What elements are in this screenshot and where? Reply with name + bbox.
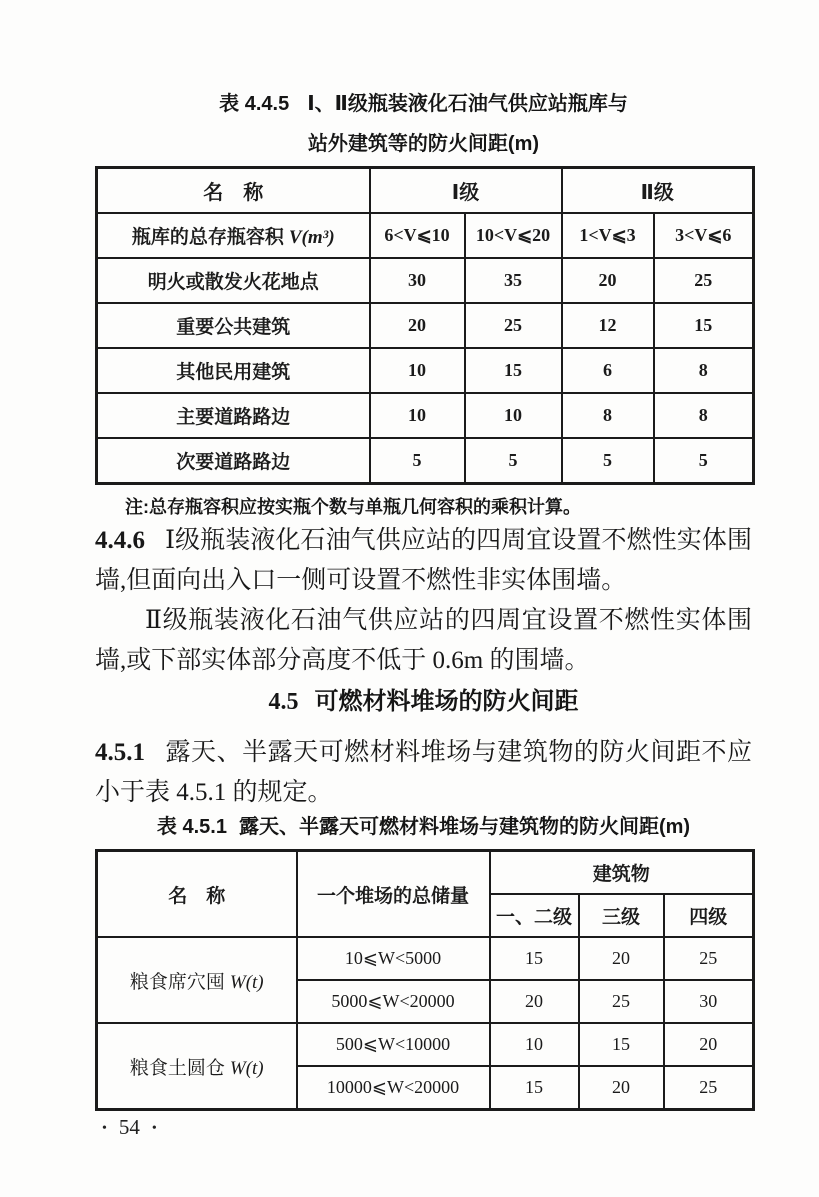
t445-range-0: 6<V⩽10	[370, 213, 465, 258]
t445-capacity-text: 瓶库的总存瓶容积	[131, 227, 284, 248]
t451-header-name: 名 称	[97, 851, 297, 938]
t445-row-2-val-3: 8	[654, 348, 754, 393]
t451-g0-row-1-val-1: 25	[579, 980, 664, 1023]
table-451-caption	[95, 813, 752, 841]
section-45-title: 可燃材料堆场的防火间距	[314, 688, 579, 715]
table-row	[97, 851, 754, 895]
t445-row-2-name: 其他民用建筑	[97, 348, 370, 393]
t445-row-2-val-1: 15	[465, 348, 562, 393]
table-451-caption-label: 表 4.5.1	[156, 816, 227, 838]
t451-g1-row-1-val-0: 15	[490, 1066, 579, 1110]
t445-row-4-val-0: 5	[370, 438, 465, 484]
table-451-caption-text: 露天、半露天可燃材料堆场与建筑物的防火间距(m)	[238, 816, 691, 838]
t445-row-4-val-3: 5	[654, 438, 754, 484]
clause-446-number: 4.4.6	[95, 527, 145, 554]
t445-capacity-var: V(m³)	[288, 227, 335, 248]
t445-row-4-val-1: 5	[465, 438, 562, 484]
t445-row-0-val-3: 25	[654, 258, 754, 303]
table-row	[97, 438, 754, 484]
t451-g1-row-0-range: 500⩽W<10000	[297, 1023, 490, 1066]
t445-row-1-name: 重要公共建筑	[97, 303, 370, 348]
page-number	[102, 1115, 157, 1140]
table-445-caption-label: 表 4.4.5	[219, 93, 290, 115]
table-445-caption-text: Ⅰ、Ⅱ级瓶装液化石油气供应站瓶库与	[307, 93, 628, 115]
t445-row-3-val-3: 8	[654, 393, 754, 438]
t451-g1-row-1-val-1: 20	[579, 1066, 664, 1110]
clause-446-paragraph-2: Ⅱ级瓶装液化石油气供应站的四周宜设置不燃性实体围墙,或下部实体部分高度不低于 0.6m 的围墙。	[95, 607, 752, 674]
t445-row-1-val-2: 12	[562, 303, 654, 348]
table-445	[95, 166, 755, 485]
t451-g0-row-1-val-0: 20	[490, 980, 579, 1023]
table-row	[97, 213, 754, 258]
clause-451-text: 露天、半露天可燃材料堆场与建筑物的防火间距不应小于表 4.5.1 的规定。	[95, 739, 752, 806]
section-45-number: 4.5	[268, 689, 299, 715]
t451-g1-row-0-val-2: 20	[664, 1023, 754, 1066]
t451-header-grade-0: 一、二级	[490, 894, 579, 937]
t445-row-0-val-1: 35	[465, 258, 562, 303]
t451-g0-row-1-range: 5000⩽W<20000	[297, 980, 490, 1023]
table-row	[97, 258, 754, 303]
t445-range-1: 10<V⩽20	[465, 213, 562, 258]
t445-row-2-val-0: 10	[370, 348, 465, 393]
page-number-value: 54	[118, 1115, 140, 1139]
t451-g1-row-0-val-0: 10	[490, 1023, 579, 1066]
table-445-note: 注:总存瓶容积应按实瓶个数与单瓶几何容积的乘积计算。	[125, 497, 581, 517]
t445-range-2: 1<V⩽3	[562, 213, 654, 258]
t445-row-0-name: 明火或散发火花地点	[97, 258, 370, 303]
t451-g0-row-0-val-1: 20	[579, 937, 664, 980]
t451-g0-row-0-range: 10⩽W<5000	[297, 937, 490, 980]
t445-row-3-val-2: 8	[562, 393, 654, 438]
t451-g0-row-1-val-2: 30	[664, 980, 754, 1023]
t445-row-1-val-1: 25	[465, 303, 562, 348]
clause-451-paragraph	[95, 733, 752, 813]
t445-row-1-val-3: 15	[654, 303, 754, 348]
page-number-left-dot: •	[102, 1121, 107, 1136]
t445-header-grade-2: Ⅱ级	[562, 168, 754, 214]
clause-446-text: Ⅰ级瓶装液化石油气供应站的四周宜设置不燃性实体围墙,但面向出入口一侧可设置不燃性非实体围墙。	[95, 527, 752, 594]
table-445-caption-line2: 站外建筑等的防火间距(m)	[307, 133, 540, 155]
t451-header-quantity: 一个堆场的总储量	[297, 851, 490, 938]
table-row	[97, 168, 754, 214]
table-row	[97, 1023, 754, 1066]
table-445-caption-line1	[95, 90, 752, 118]
t451-g1-row-1-val-2: 25	[664, 1066, 754, 1110]
t445-row-0-val-2: 20	[562, 258, 654, 303]
t451-g1-row-1-range: 10000⩽W<20000	[297, 1066, 490, 1110]
t451-header-grade-2: 四级	[664, 894, 754, 937]
t445-row-2-val-2: 6	[562, 348, 654, 393]
t451-g0-row-0-val-0: 15	[490, 937, 579, 980]
t451-group-1-var: W(t)	[229, 1057, 264, 1079]
t451-group-1-name	[97, 1023, 297, 1110]
t445-row-3-name: 主要道路路边	[97, 393, 370, 438]
t451-g0-row-0-val-2: 25	[664, 937, 754, 980]
t451-g1-row-0-val-1: 15	[579, 1023, 664, 1066]
t451-group-0-name	[97, 937, 297, 1023]
clause-446-paragraph	[95, 521, 752, 601]
table-row	[97, 393, 754, 438]
t445-row-3-val-0: 10	[370, 393, 465, 438]
table-row	[97, 348, 754, 393]
t451-group-0-label: 粮食席穴囤	[129, 971, 225, 993]
t445-header-grade-1: Ⅰ级	[370, 168, 562, 214]
t451-group-1-label: 粮食土圆仓	[129, 1057, 225, 1079]
t445-row-4-val-2: 5	[562, 438, 654, 484]
table-451	[95, 849, 755, 1111]
t451-group-0-var: W(t)	[229, 971, 264, 993]
t445-capacity-label	[97, 213, 370, 258]
t445-row-0-val-0: 30	[370, 258, 465, 303]
section-45-heading	[95, 685, 752, 719]
t445-header-name: 名 称	[97, 168, 370, 214]
t451-header-building: 建筑物	[490, 851, 754, 895]
t445-range-3: 3<V⩽6	[654, 213, 754, 258]
clause-451-number: 4.5.1	[95, 739, 145, 766]
table-row	[97, 303, 754, 348]
t445-row-1-val-0: 20	[370, 303, 465, 348]
t451-header-grade-1: 三级	[579, 894, 664, 937]
table-row	[97, 937, 754, 980]
page-content	[95, 0, 752, 1111]
page-number-right-dot: •	[151, 1121, 157, 1136]
t445-row-3-val-1: 10	[465, 393, 562, 438]
t445-row-4-name: 次要道路路边	[97, 438, 370, 484]
